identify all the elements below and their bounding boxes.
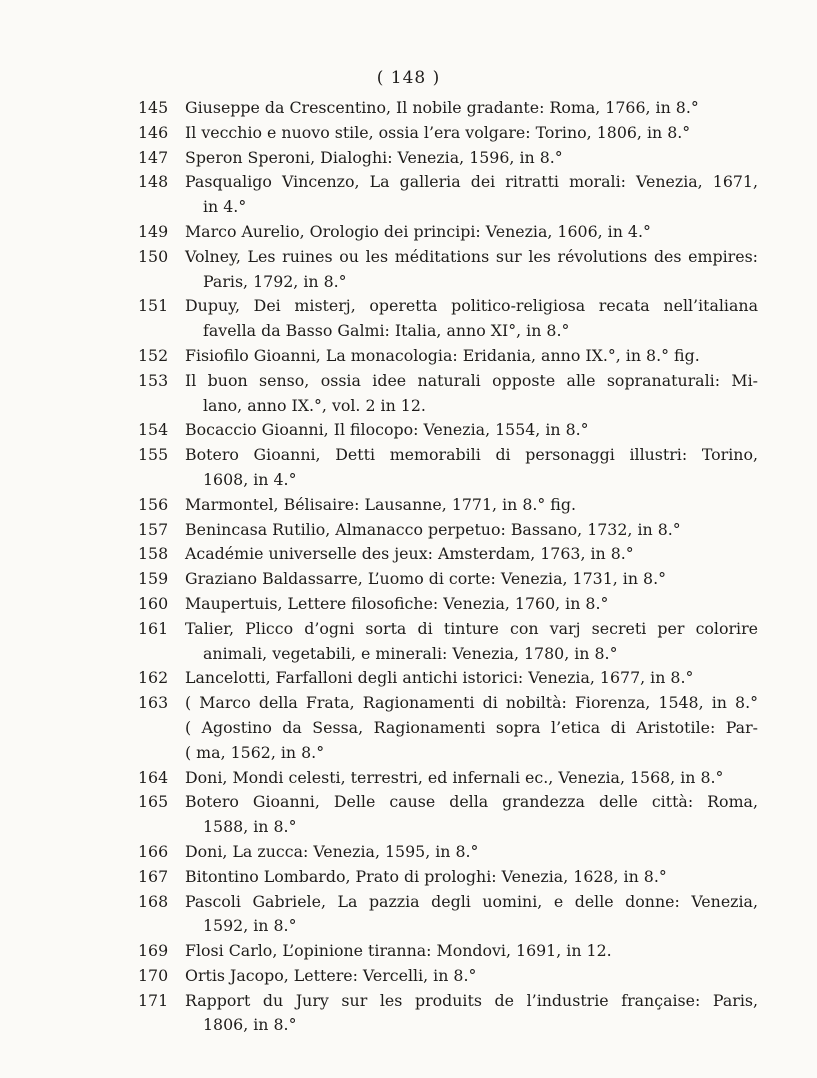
entry-line: 1608, in 4.°	[203, 469, 297, 489]
entry-number: 153	[138, 370, 169, 390]
entry-line: Volney, Les ruines ou les méditations sur les révolutions des empires:	[185, 246, 758, 266]
entry-line: Paris, 1792, in 8.°	[203, 271, 347, 291]
catalog-entry	[138, 865, 758, 890]
entry-line: ( ma, 1562, in 8.°	[185, 742, 325, 762]
entry-number: 150	[138, 246, 169, 266]
entry-number: 151	[138, 296, 169, 316]
entry-number: 158	[138, 544, 169, 564]
entry-line: Il buon senso, ossia idee naturali opposte alle sopranaturali: Mi-	[185, 370, 758, 390]
entry-line: Ortis Jacopo, Lettere: Vercelli, in 8.°	[185, 965, 477, 985]
entry-line: Graziano Baldassarre, L’uomo di corte: Venezia, 1731, in 8.°	[185, 569, 667, 589]
catalog-entry	[138, 344, 758, 369]
catalog-entry	[138, 518, 758, 543]
entry-line: in 4.°	[203, 197, 247, 217]
entry-number: 145	[138, 98, 169, 117]
catalog-entry	[138, 964, 758, 989]
entry-line: ( Agostino da Sessa, Ragionamenti sopra l’etica di Aristotile: Par-	[185, 717, 758, 737]
entry-number: 156	[138, 494, 169, 514]
catalog-entry	[138, 294, 758, 344]
entry-line: Lancelotti, Farfalloni degli antichi istorici: Venezia, 1677, in 8.°	[185, 668, 694, 688]
catalog-entry	[138, 567, 758, 592]
entry-number: 163	[138, 693, 169, 713]
catalog-entry	[138, 245, 758, 295]
entry-number: 165	[138, 792, 169, 812]
entry-line: Marco Aurelio, Orologio dei principi: Venezia, 1606, in 4.°	[185, 221, 651, 241]
entry-line: Botero Gioanni, Delle cause della grandezza delle città: Roma,	[185, 792, 758, 812]
entry-line: Académie universelle des jeux: Amsterdam, 1763, in 8.°	[185, 544, 634, 564]
entry-line: Rapport du Jury sur les produits de l’industrie française: Paris,	[185, 990, 758, 1010]
entry-line: lano, anno IX.°, vol. 2 in 12.	[203, 395, 426, 415]
entry-number: 169	[138, 941, 169, 961]
entry-number: 162	[138, 668, 169, 688]
entry-line: favella da Basso Galmi: Italia, anno XI°, in 8.°	[203, 321, 570, 341]
entry-line: Doni, Mondi celesti, terrestri, ed infernali ec., Venezia, 1568, in 8.°	[185, 767, 724, 787]
entry-line: animali, vegetabili, e minerali: Venezia, 1780, in 8.°	[203, 643, 618, 663]
entry-line: Doni, La zucca: Venezia, 1595, in 8.°	[185, 841, 479, 861]
catalog-entry	[138, 890, 758, 940]
entry-number: 155	[138, 445, 169, 465]
catalog-entry	[138, 418, 758, 443]
catalog-entry	[138, 666, 758, 691]
entry-number: 147	[138, 147, 169, 167]
entry-line: Il vecchio e nuovo stile, ossia l’era volgare: Torino, 1806, in 8.°	[185, 122, 691, 142]
entry-line: Bitontino Lombardo, Prato di prologhi: Venezia, 1628, in 8.°	[185, 866, 667, 886]
entry-number: 167	[138, 866, 169, 886]
entry-line: Botero Gioanni, Detti memorabili di personaggi illustri: Torino,	[185, 445, 758, 465]
entry-number: 160	[138, 593, 169, 613]
entry-number: 148	[138, 172, 169, 192]
entry-number: 164	[138, 767, 169, 787]
entry-number: 149	[138, 221, 169, 241]
entry-line: Pascoli Gabriele, La pazzia degli uomini, e delle donne: Venezia,	[185, 891, 758, 911]
entry-line: Marmontel, Bélisaire: Lausanne, 1771, in 8.° fig.	[185, 494, 576, 514]
entry-line: Pasqualigo Vincenzo, La galleria dei ritratti morali: Venezia, 1671,	[185, 172, 758, 192]
catalog-entry	[138, 939, 758, 964]
entry-line: Giuseppe da Crescentino, Il nobile gradante: Roma, 1766, in 8.°	[185, 98, 699, 117]
entry-number: 146	[138, 122, 169, 142]
catalog-entries	[138, 96, 758, 1038]
page-number: ( 148 )	[376, 68, 441, 88]
entry-line: 1588, in 8.°	[203, 817, 297, 837]
catalog-entry	[138, 96, 758, 121]
entry-line: Flosi Carlo, L’opinione tiranna: Mondovi, 1691, in 12.	[185, 941, 612, 961]
catalog-entry	[138, 369, 758, 419]
entry-line: Fisiofilo Gioanni, La monacologia: Eridania, anno IX.°, in 8.° fig.	[185, 345, 700, 365]
catalog-entry	[138, 170, 758, 220]
catalog-entry	[138, 989, 758, 1039]
entry-line: Speron Speroni, Dialoghi: Venezia, 1596, in 8.°	[185, 147, 563, 167]
catalog-entry	[138, 493, 758, 518]
entry-number: 166	[138, 841, 169, 861]
catalog-entry	[138, 542, 758, 567]
entry-number: 168	[138, 891, 169, 911]
entry-line: 1806, in 8.°	[203, 1015, 297, 1035]
entry-line: Benincasa Rutilio, Almanacco perpetuo: Bassano, 1732, in 8.°	[185, 519, 681, 539]
catalog-entry	[138, 790, 758, 840]
catalog-entry	[138, 146, 758, 171]
entry-number: 157	[138, 519, 169, 539]
entry-line: Bocaccio Gioanni, Il filocopo: Venezia, 1554, in 8.°	[185, 420, 589, 440]
entry-number: 154	[138, 420, 169, 440]
catalog-entry	[138, 443, 758, 493]
entry-number: 159	[138, 569, 169, 589]
entry-number: 171	[138, 990, 169, 1010]
entry-line: Dupuy, Dei misterj, operetta politico-religiosa recata nell’italiana	[185, 296, 758, 316]
catalog-entry	[138, 617, 758, 667]
entry-number: 161	[138, 618, 169, 638]
catalog-entry	[138, 121, 758, 146]
entry-line: 1592, in 8.°	[203, 916, 297, 936]
catalog-entry	[138, 220, 758, 245]
catalog-entry	[138, 840, 758, 865]
entry-line: Maupertuis, Lettere filosofiche: Venezia, 1760, in 8.°	[185, 593, 609, 613]
catalog-entry	[138, 766, 758, 791]
catalog-entry	[138, 691, 758, 765]
entry-number: 152	[138, 345, 169, 365]
entry-line: Talier, Plicco d’ogni sorta di tinture con varj secreti per colorire	[185, 618, 758, 638]
entry-number: 170	[138, 965, 169, 985]
entry-line: ( Marco della Frata, Ragionamenti di nobiltà: Fiorenza, 1548, in 8.°	[185, 693, 758, 713]
catalog-entry	[138, 592, 758, 617]
